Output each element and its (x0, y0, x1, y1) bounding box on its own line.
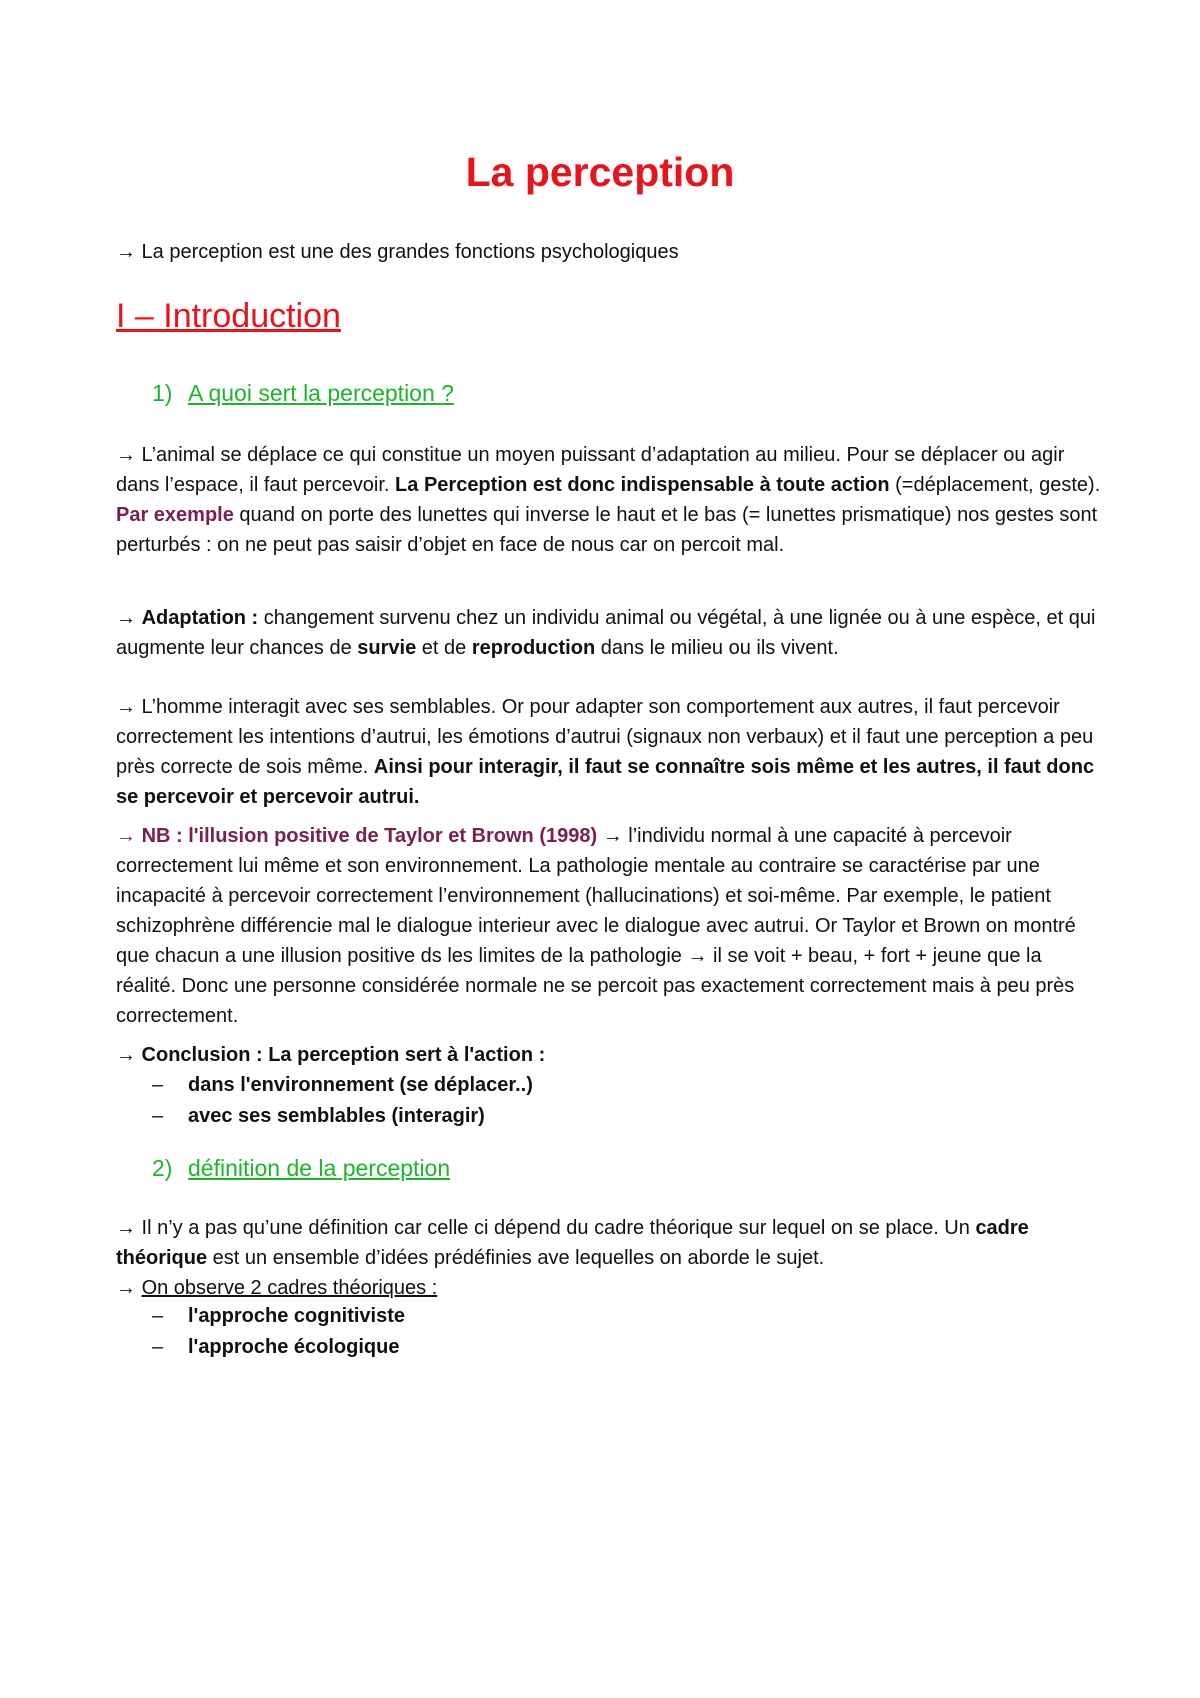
paragraph-animal (116, 440, 1106, 560)
subsection-number: 2) (152, 1155, 173, 1181)
conclusion-list (152, 1070, 533, 1132)
text-run: dans le milieu ou ils vivent. (595, 637, 839, 659)
paragraph-adaptation (116, 603, 1106, 663)
bold-run: La Perception est donc indispensable à toute action (395, 474, 890, 496)
arrow-run: → (116, 1277, 142, 1299)
arrow-run: → (116, 607, 142, 629)
text-run: est un ensemble d’idées prédéfinies ave lequelles on aborde le sujet. (207, 1247, 825, 1269)
list-item (152, 1332, 405, 1363)
text-run: → L’homme interagit avec ses semblables. Or pour adapter son comportement aux autres, il faut percevoir correctement les intentions d’autrui, les émotions d’autrui (signaux non verbaux) et il faut une perception a peu près correcte de sois même. (116, 696, 1094, 778)
intro-line: → La perception est une des grandes fonctions psychologiques (116, 241, 679, 263)
text-run: (=déplacement, geste). (889, 474, 1101, 496)
arrow-run: → (116, 825, 142, 847)
paragraph-nb-illusion (116, 821, 1106, 1031)
list-item (152, 1070, 533, 1101)
text-run: → Il n’y a pas qu’une définition car celle ci dépend du cadre théorique sur lequel on se place. Un (116, 1217, 976, 1239)
subsection-heading-2 (152, 1153, 450, 1183)
paragraph-definition (116, 1213, 1106, 1303)
dash-marker: – (152, 1336, 164, 1358)
text-run: changement survenu chez un individu animal ou végétal, à une lignée ou à une espèce, et qui augmente leur chances de (116, 607, 1096, 659)
subsection-title: définition de la perception (188, 1155, 451, 1181)
nb-label: NB : l'illusion positive de Taylor et Brown (1998) (141, 825, 598, 847)
list-item-text: l'approche cognitiviste (188, 1305, 406, 1327)
subsection-title: A quoi sert la perception ? (188, 380, 454, 406)
bold-run: reproduction (471, 637, 596, 659)
text-run: → l’individu normal à une capacité à percevoir correctement lui même et son environnement. La pathologie mentale au contraire se caractérise par une incapacité à percevoir correctement l’environnement (hallucinations) et soi-même. Par exemple, le patient schizophrène différencie mal le dialogue interieur avec le dialogue avec autrui. Or Taylor et Brown on montré que chacun a une illusion positive ds les limites de la pathologie → il se voit + beau, + fort + jeune que la réalité. Donc une personne considérée normale ne se percoit pas exactement correctement mais à peu près correctement. (116, 825, 1076, 1027)
subsection-number: 1) (152, 380, 173, 406)
text-run: et de (416, 637, 472, 659)
paragraph-homme (116, 692, 1106, 812)
text-run: quand on porte des lunettes qui inverse le haut et le bas (= lunettes prismatique) nos gestes sont perturbés : on ne peut pas saisir d’objet en face de nous car on percoit mal. (116, 504, 1098, 556)
dash-marker: – (152, 1074, 164, 1096)
conclusion-heading: → Conclusion : La perception sert à l'action : (116, 1044, 546, 1066)
list-item-text: l'approche écologique (188, 1336, 400, 1358)
text-run: → L’animal se déplace ce qui constitue un moyen puissant d’adaptation au milieu. Pour se déplacer ou agir dans l’espace, il faut percevoir. (116, 444, 1065, 496)
section-heading-introduction: I – Introduction (116, 297, 341, 335)
cadres-list (152, 1301, 405, 1363)
example-label: Par exemple (116, 504, 234, 526)
bold-run: Adaptation : (141, 607, 259, 629)
bold-run: survie (357, 637, 417, 659)
list-item (152, 1301, 405, 1332)
subsection-heading-1 (152, 378, 454, 408)
list-item-text: avec ses semblables (interagir) (188, 1105, 485, 1127)
page-title: La perception (465, 149, 735, 195)
underlined-run: On observe 2 cadres théoriques : (141, 1277, 438, 1299)
dash-marker: – (152, 1305, 164, 1327)
list-item-text: dans l'environnement (se déplacer..) (188, 1074, 533, 1096)
bold-run: cadre théorique (116, 1217, 1029, 1269)
list-item (152, 1101, 533, 1132)
dash-marker: – (152, 1105, 164, 1127)
bold-run: Ainsi pour interagir, il faut se connaître sois même et les autres, il faut donc se percevoir et percevoir autrui. (116, 756, 1095, 808)
